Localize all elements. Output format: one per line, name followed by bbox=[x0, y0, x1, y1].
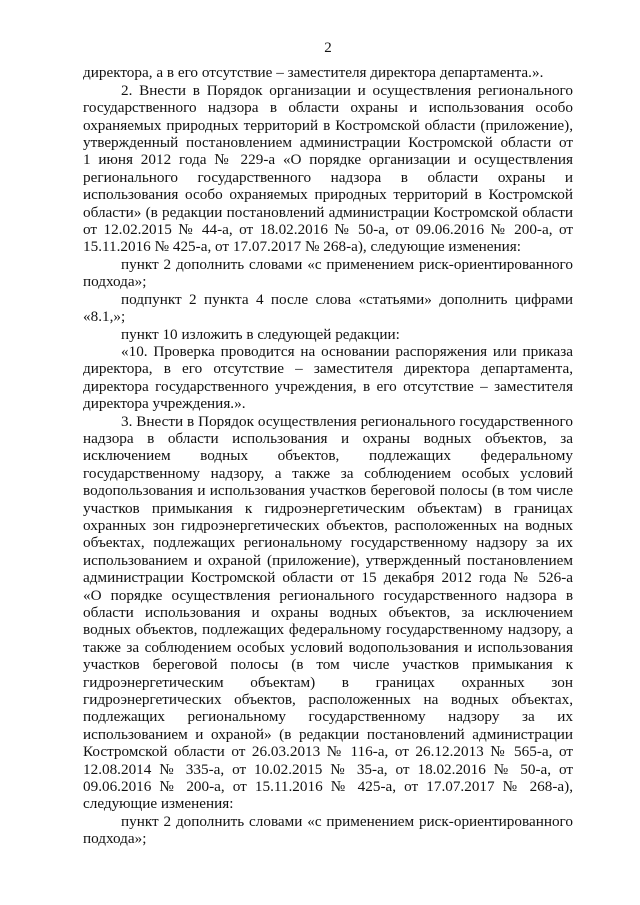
text-line: «10. Проверка проводится на основании распоряжения или приказа bbox=[121, 342, 573, 360]
text-line: пункт 2 дополнить словами «с применением риск-ориентированного bbox=[121, 812, 573, 830]
text-line: использованием и охраной (приложение), утвержденный постановлением bbox=[83, 551, 573, 569]
text-line: водопользования и использования участков береговой полосы (в том числе bbox=[83, 482, 573, 500]
text-line: директора, а в его отсутствие – заместителя директора департамента.». bbox=[83, 64, 544, 82]
text-line: 3. Внести в Порядок осуществления регионального государственного bbox=[121, 412, 573, 430]
document-page bbox=[83, 40, 573, 848]
document-body bbox=[83, 64, 573, 847]
text-line: водных объектов, подлежащих федеральному государственному надзору, а bbox=[83, 621, 573, 639]
text-line: директора, в его отсутствие – заместителя директора департамента, bbox=[83, 360, 573, 378]
text-line: 1 июня 2012 года № 229-а «О порядке организации и осуществления bbox=[83, 151, 573, 169]
text-line: использованием и охраной» (в редакции постановлений администрации bbox=[83, 725, 573, 743]
text-line: 09.06.2016 № 200-а, от 15.11.2016 № 425-а, от 17.07.2017 № 268-а), bbox=[83, 778, 573, 796]
text-line: гидроэнергетических объектов, расположенных на водных объектах, bbox=[83, 691, 573, 709]
text-line: государственного надзора в области охраны и использования особо bbox=[83, 99, 573, 117]
text-line: директора государственного учреждения, в его отсутствие – заместителя bbox=[83, 377, 573, 395]
text-line: утвержденный постановлением администрации Костромской области от bbox=[83, 134, 573, 152]
text-line: от 12.02.2015 № 44-а, от 18.02.2016 № 50-а, от 09.06.2016 № 200-а, от bbox=[83, 221, 573, 239]
text-line: подхода»; bbox=[83, 273, 147, 291]
text-line: пункт 2 дополнить словами «с применением риск-ориентированного bbox=[121, 255, 573, 273]
text-line: области» (в редакции постановлений администрации Костромской области bbox=[83, 203, 573, 221]
text-line: «О порядке осуществления регионального государственного надзора в bbox=[83, 586, 573, 604]
text-line: охраняемых природных территорий в Костромской области (приложение), bbox=[83, 116, 573, 134]
text-line: 12.08.2014 № 335-а, от 10.02.2015 № 35-а, от 18.02.2016 № 50-а, от bbox=[83, 760, 573, 778]
text-line: области использования и охраны водных объектов, за исключением bbox=[83, 604, 573, 621]
text-line: участков береговой полосы (в том числе участков примыкания к bbox=[83, 656, 573, 674]
text-line: подхода»; bbox=[83, 830, 147, 848]
text-line: регионального государственного надзора в области охраны и bbox=[83, 168, 573, 186]
text-line: пункт 10 изложить в следующей редакции: bbox=[121, 325, 400, 343]
text-line: объектах, подлежащих региональному государственному надзору за их bbox=[83, 534, 573, 552]
text-line: подлежащих региональному государственному надзору за их bbox=[83, 708, 573, 726]
text-line: государственному надзору, а также за соблюдением особых условий bbox=[83, 464, 573, 482]
text-line: следующие изменения: bbox=[83, 795, 234, 813]
text-line: администрации Костромской области от 15 декабря 2012 года № 526-а bbox=[83, 569, 573, 587]
text-line: гидроэнергетическим объектам) в границах охранных зон bbox=[83, 673, 573, 691]
text-line: директора учреждения.». bbox=[83, 395, 246, 413]
text-line: использования особо охраняемых природных территорий в Костромской bbox=[83, 186, 573, 204]
text-line: 15.11.2016 № 425-а, от 17.07.2017 № 268-а), следующие изменения: bbox=[83, 238, 522, 256]
text-line: «8.1,»; bbox=[83, 308, 126, 326]
text-line: исключением водных объектов, подлежащих федеральному bbox=[83, 447, 573, 465]
text-line: также за соблюдением особых условий водопользования и использования bbox=[83, 638, 573, 656]
text-line: подпункт 2 пункта 4 после слова «статьями» дополнить цифрами bbox=[121, 290, 573, 308]
text-line: 2. Внести в Порядок организации и осуществления регионального bbox=[121, 81, 573, 99]
text-line: Костромской области от 26.03.2013 № 116-а, от 26.12.2013 № 565-а, от bbox=[83, 743, 573, 761]
text-line: участков примыкания к гидроэнергетическим объектам) в границах bbox=[83, 499, 573, 517]
text-line: охранных зон гидроэнергетических объектов, расположенных на водных bbox=[83, 516, 573, 534]
text-line: надзора в области использования и охраны водных объектов, за bbox=[83, 429, 573, 447]
page-number: 2 bbox=[324, 40, 332, 56]
